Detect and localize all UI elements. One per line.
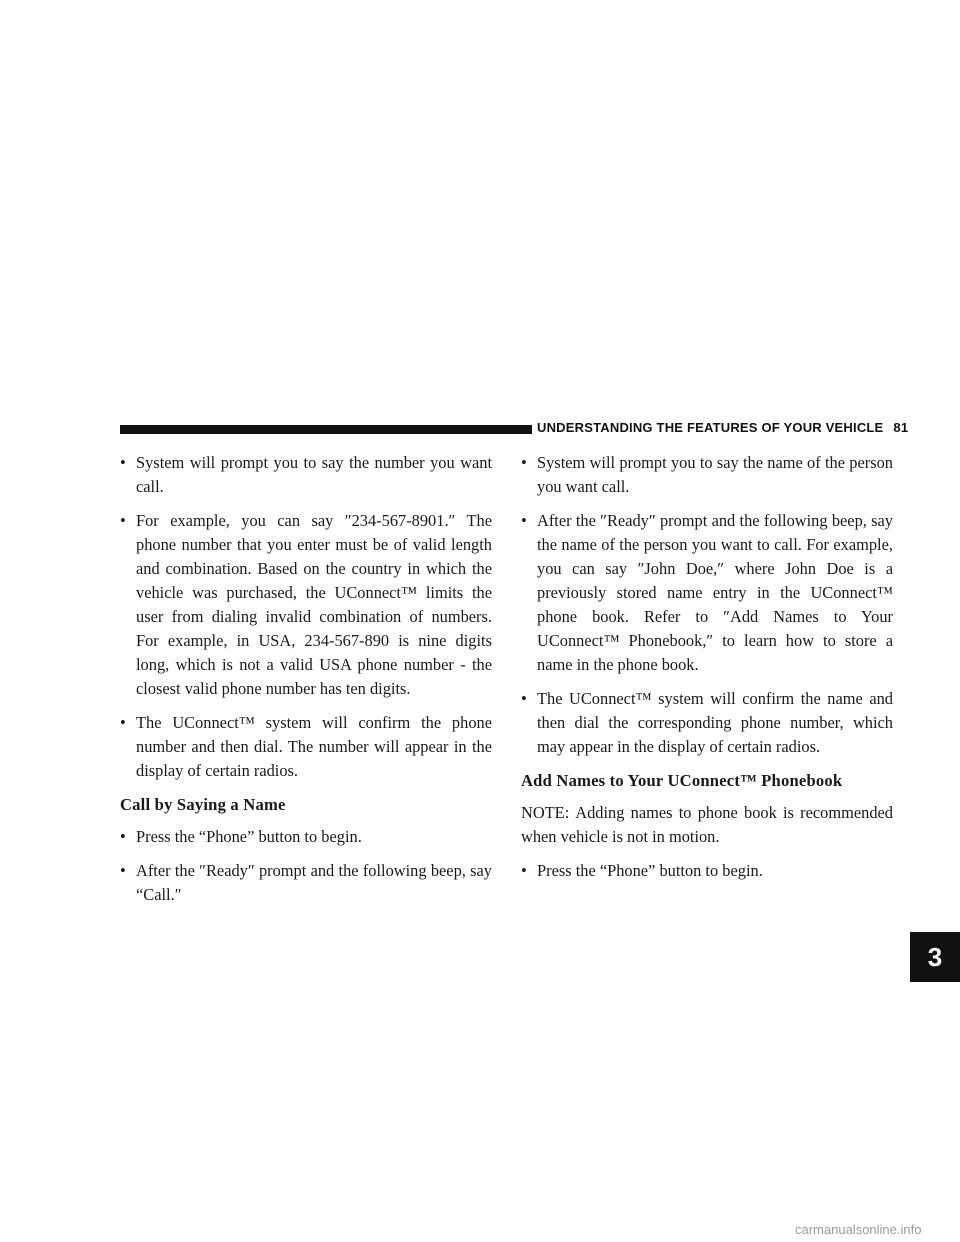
list-item: • System will prompt you to say the number you want call. — [120, 453, 492, 496]
list-item: • Press the “Phone” button to begin. — [521, 859, 893, 883]
left-column — [120, 451, 492, 917]
list-item: • Press the “Phone” button to begin. — [120, 825, 492, 849]
note-text: Adding names to phone book is recommended when vehicle is not in motion. — [521, 803, 893, 846]
bullet-icon: • — [120, 511, 126, 530]
bullet-icon: • — [120, 453, 126, 472]
header-rule — [120, 425, 532, 434]
list-item: • After the ″Ready″ prompt and the following beep, say the name of the person you want to call. For example, you can say ″John Doe,″ where John Doe is a previously stored name entry in the UConnect™ phone book. Refer to ″Add Names to Your UConnect™ Phonebook,″ to learn how to store a name in the phone book. — [521, 511, 893, 674]
list-item: • After the ″Ready″ prompt and the following beep, say “Call.″ — [120, 861, 492, 904]
bullet-icon: • — [521, 689, 527, 708]
note-label: NOTE: — [521, 803, 570, 822]
section-heading: Call by Saying a Name — [120, 795, 286, 814]
list-item: • The UConnect™ system will confirm the phone number and then dial. The number will appear in the display of certain radios. — [120, 713, 492, 780]
bullet-icon: • — [521, 861, 527, 880]
watermark: carmanualsonline.info — [795, 1222, 922, 1237]
header-title: UNDERSTANDING THE FEATURES OF YOUR VEHICLE — [537, 420, 884, 435]
bullet-icon: • — [521, 511, 527, 530]
note — [521, 801, 893, 849]
list-item: • The UConnect™ system will confirm the name and then dial the corresponding phone number, which may appear in the display of certain radios. — [521, 689, 893, 756]
list-item: • System will prompt you to say the name of the person you want call. — [521, 453, 893, 496]
running-header — [537, 420, 908, 435]
bullet-icon: • — [120, 861, 126, 880]
right-column — [521, 451, 893, 893]
list-item: • For example, you can say ″234-567-8901.″ The phone number that you enter must be of valid length and combination. Based on the country in which the vehicle was purchased, the UConnect™ limits the user from dialing invalid combination of numbers. For example, in USA, 234-567-890 is nine digits long, which is not a valid USA phone number - the closest valid phone number has ten digits. — [120, 511, 492, 698]
bullet-icon: • — [521, 453, 527, 472]
bullet-icon: • — [120, 827, 126, 846]
section-heading: Add Names to Your UConnect™ Phonebook — [521, 771, 843, 790]
chapter-tab: 3 — [910, 932, 960, 982]
bullet-icon: • — [120, 713, 126, 732]
page-number: 81 — [893, 420, 909, 435]
